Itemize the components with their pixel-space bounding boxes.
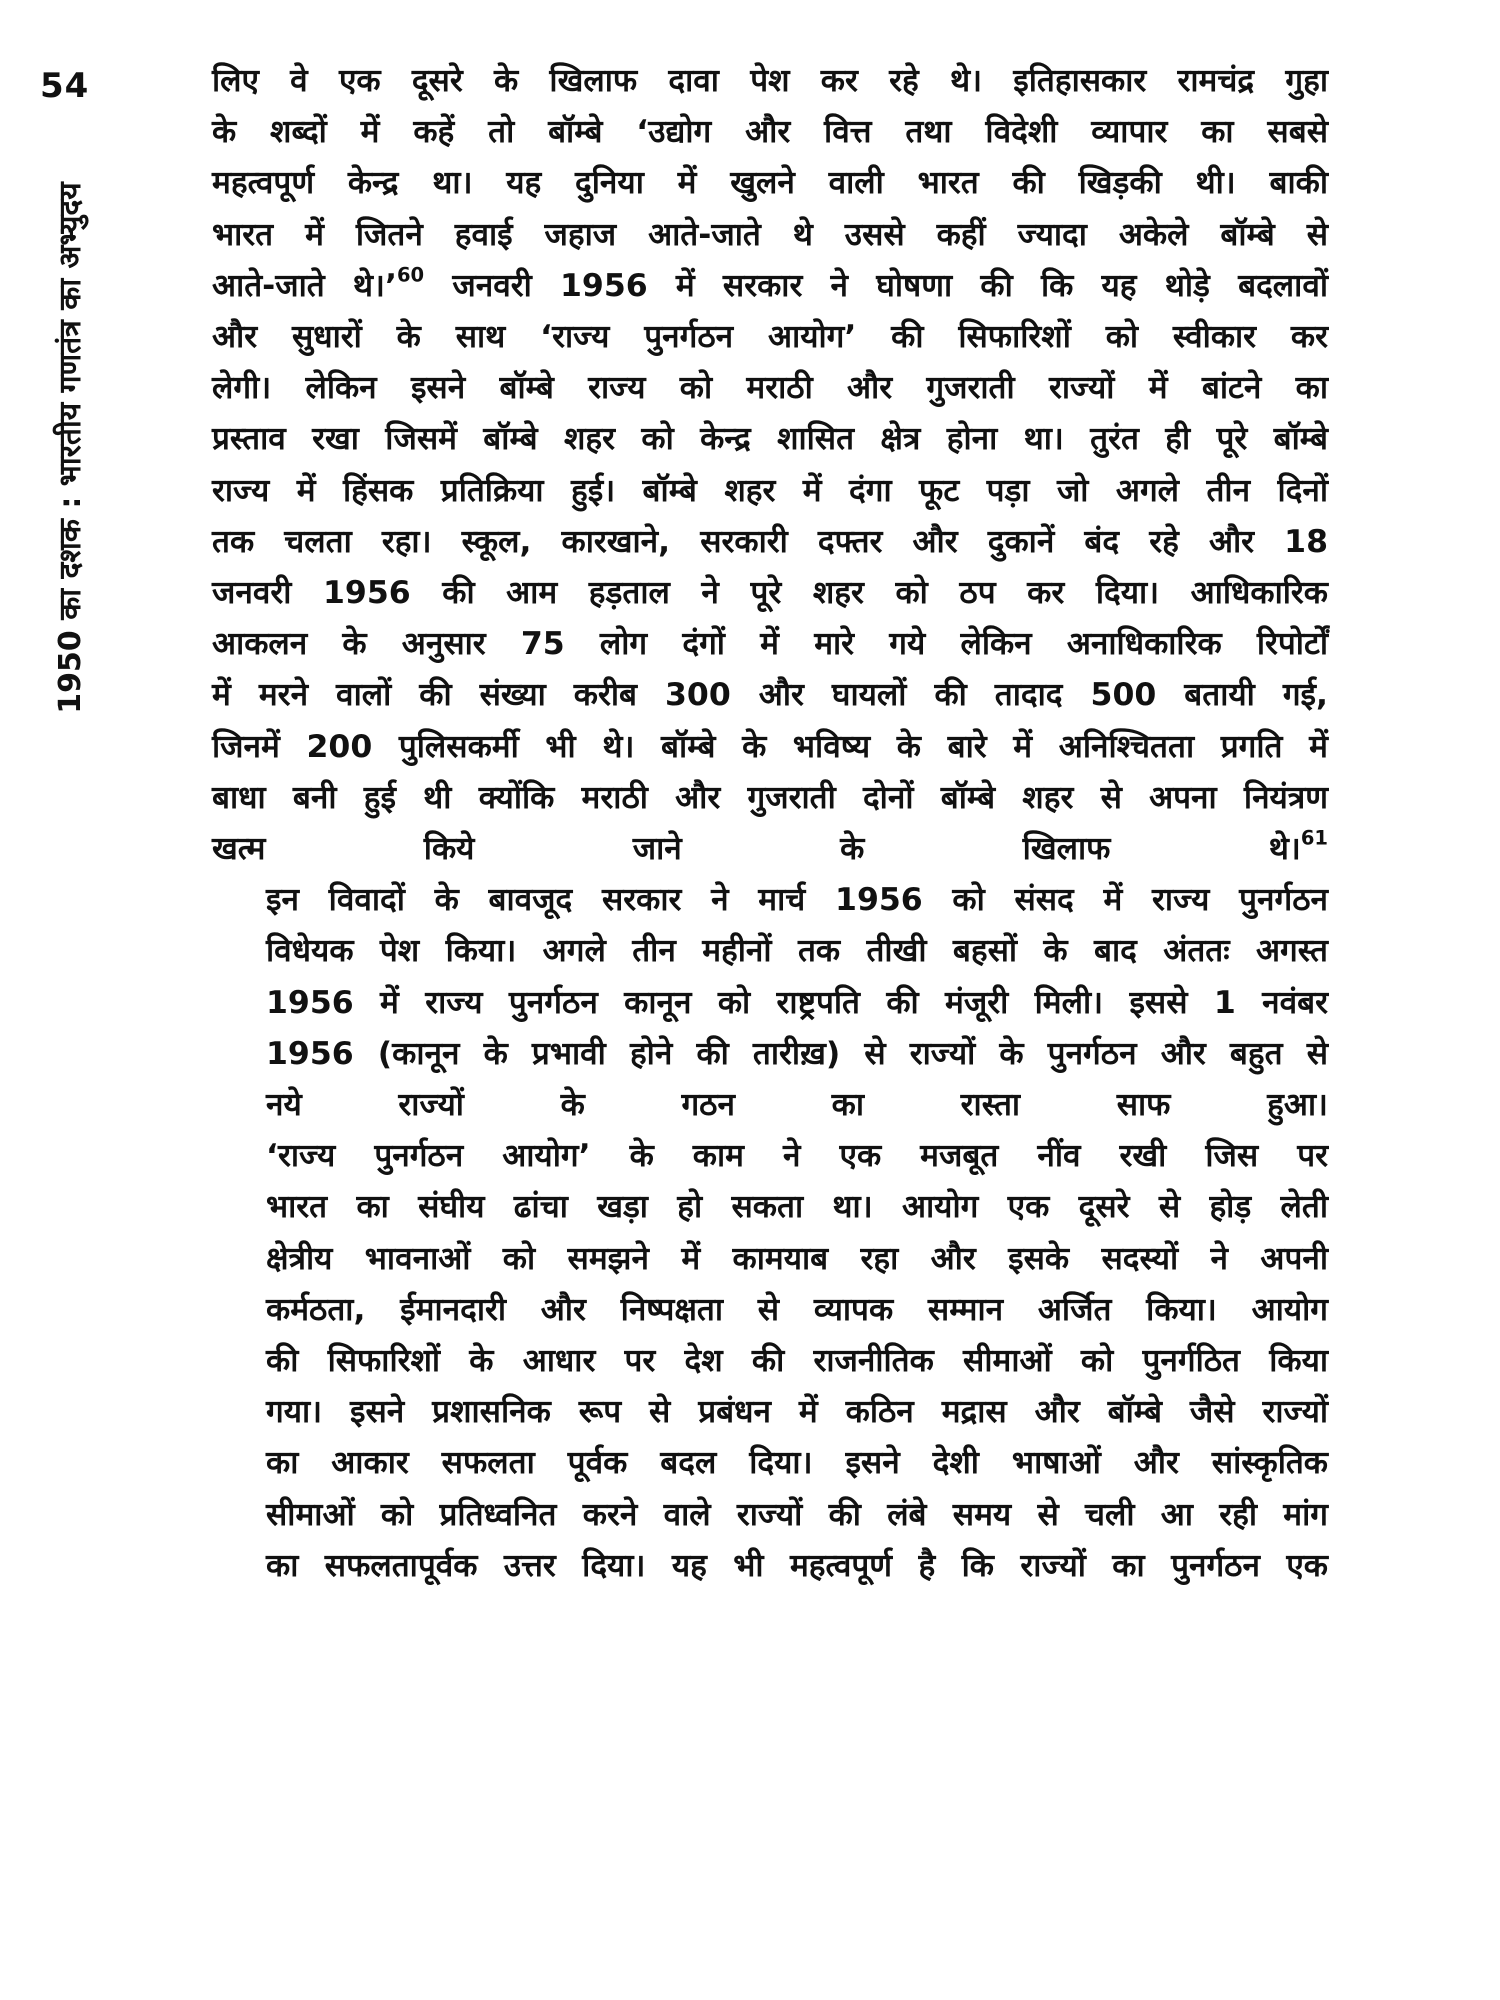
text-line: इन विवादों के बावजूद सरकार ने मार्च 1956 को संसद में राज्य पुनर्गठन	[266, 882, 1328, 919]
text-line: महत्वपूर्ण केन्द्र था। यह दुनिया में खुलने वाली भारत की खिड़की थी। बाकी	[212, 165, 1328, 202]
page-number: 54	[40, 66, 90, 106]
text-line: गया। इसने प्रशासनिक रूप से प्रबंधन में कठिन मद्रास और बॉम्बे जैसे राज्यों	[266, 1394, 1328, 1431]
text-line: और सुधारों के साथ ‘राज्य पुनर्गठन आयोग’ की सिफारिशों को स्वीकार कर	[212, 319, 1328, 356]
text-line: में मरने वालों की संख्या करीब 300 और घायलों की तादाद 500 बतायी गई,	[212, 677, 1328, 714]
running-head: 1950 का दशक : भारतीय गणतंत्र का अभ्युदय	[53, 182, 88, 714]
text-line: लेगी। लेकिन इसने बॉम्बे राज्य को मराठी और गुजराती राज्यों में बांटने का	[212, 370, 1328, 407]
text-line: कर्मठता, ईमानदारी और निष्पक्षता से व्यापक सम्मान अर्जित किया। आयोग	[266, 1291, 1328, 1328]
text-line: के शब्दों में कहें तो बॉम्बे ‘उद्योग और वित्त तथा विदेशी व्यापार का सबसे	[212, 114, 1328, 151]
text-line: 1956 में राज्य पुनर्गठन कानून को राष्ट्रपति की मंजूरी मिली। इससे 1 नवंबर	[266, 984, 1328, 1021]
text-line: ‘राज्य पुनर्गठन आयोग’ के काम ने एक मजबूत नींव रखी जिस पर	[266, 1138, 1328, 1175]
text-line: तक चलता रहा। स्कूल, कारखाने, सरकारी दफ्तर और दुकानें बंद रहे और 18	[212, 523, 1328, 560]
body-text	[212, 56, 1328, 1592]
text-line: क्षेत्रीय भावनाओं को समझने में कामयाब रहा और इसके सदस्यों ने अपनी	[266, 1240, 1328, 1277]
text-line: का सफलतापूर्वक उत्तर दिया। यह भी महत्वपूर्ण है कि राज्यों का पुनर्गठन एक	[266, 1547, 1328, 1584]
text-line: बाधा बनी हुई थी क्योंकि मराठी और गुजराती दोनों बॉम्बे शहर से अपना नियंत्रण	[212, 779, 1328, 816]
footnote-marker: 61	[1300, 826, 1328, 850]
text-line: भारत में जितने हवाई जहाज आते-जाते थे उससे कहीं ज्यादा अकेले बॉम्बे से	[212, 216, 1328, 253]
paragraph	[212, 875, 1328, 1131]
text-line: आकलन के अनुसार 75 लोग दंगों में मारे गये लेकिन अनाधिकारिक रिपोर्टों	[212, 626, 1328, 663]
paragraph	[212, 56, 1328, 875]
text-line: 1956 (कानून के प्रभावी होने की तारीख़) से राज्यों के पुनर्गठन और बहुत से	[266, 1035, 1329, 1072]
text-line: प्रस्ताव रखा जिसमें बॉम्बे शहर को केन्द्र शासित क्षेत्र होना था। तुरंत ही पूरे बॉम्बे	[212, 421, 1328, 458]
line-text: आते-जाते थे।’	[212, 267, 397, 304]
text-line: राज्य में हिंसक प्रतिक्रिया हुई। बॉम्बे शहर में दंगा फूट पड़ा जो अगले तीन दिनों	[212, 472, 1328, 509]
text-line	[212, 824, 1328, 875]
text-line: विधेयक पेश किया। अगले तीन महीनों तक तीखी बहसों के बाद अंततः अगस्त	[266, 933, 1328, 970]
line-text: खत्म किये जाने के खिलाफ थे।	[212, 831, 1301, 868]
text-line: की सिफारिशों के आधार पर देश की राजनीतिक सीमाओं को पुनर्गठित किया	[266, 1343, 1328, 1380]
text-line	[212, 261, 1328, 312]
footnote-marker: 60	[396, 263, 425, 287]
text-line: जनवरी 1956 की आम हड़ताल ने पूरे शहर को ठप कर दिया। आधिकारिक	[212, 575, 1328, 612]
text-line: जिनमें 200 पुलिसकर्मी भी थे। बॉम्बे के भविष्य के बारे में अनिश्चितता प्रगति में	[212, 728, 1328, 765]
line-text: जनवरी 1956 में सरकार ने घोषणा की कि यह थोड़े बदलावों	[424, 267, 1328, 304]
text-line: भारत का संघीय ढांचा खड़ा हो सकता था। आयोग एक दूसरे से होड़ लेती	[266, 1189, 1328, 1226]
text-line: का आकार सफलता पूर्वक बदल दिया। इसने देशी भाषाओं और सांस्कृतिक	[266, 1445, 1328, 1482]
text-line: नये राज्यों के गठन का रास्ता साफ हुआ।	[266, 1087, 1328, 1124]
text-line: सीमाओं को प्रतिध्वनित करने वाले राज्यों की लंबे समय से चली आ रही मांग	[266, 1496, 1328, 1533]
paragraph	[212, 1131, 1328, 1592]
text-line: लिए वे एक दूसरे के खिलाफ दावा पेश कर रहे थे। इतिहासकार रामचंद्र गुहा	[212, 63, 1328, 99]
